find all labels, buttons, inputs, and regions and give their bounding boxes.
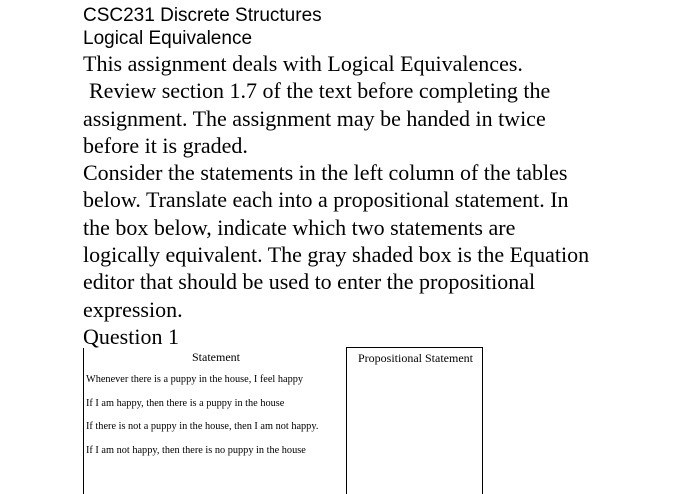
intro-line: before it is graded. bbox=[83, 132, 248, 158]
statement-cell: If there is not a puppy in the house, then I am not happy. bbox=[84, 415, 347, 439]
instructions-line: editor that should be used to enter the propositional bbox=[83, 269, 536, 295]
table-header-row bbox=[84, 348, 483, 369]
propositional-answer-cell[interactable] bbox=[347, 439, 483, 463]
statement-cell bbox=[84, 462, 347, 494]
question-title: Question 1 bbox=[83, 323, 179, 349]
table-row bbox=[84, 368, 483, 392]
statement-cell: If I am not happy, then there is no puppy in the house bbox=[84, 439, 347, 463]
propositional-answer-cell[interactable] bbox=[347, 462, 483, 494]
statements-table bbox=[83, 347, 483, 494]
statement-column-header: Statement bbox=[84, 348, 347, 369]
propositional-column-header: Propositional Statement bbox=[347, 348, 483, 369]
topic-title: Logical Equivalence bbox=[83, 28, 253, 49]
intro-line: This assignment deals with Logical Equivalences. bbox=[83, 51, 523, 76]
table-row bbox=[84, 392, 483, 416]
propositional-answer-cell[interactable] bbox=[347, 368, 483, 392]
statement-cell: If I am happy, then there is a puppy in the house bbox=[84, 392, 347, 416]
instructions-line: the box below, indicate which two statements are bbox=[83, 214, 516, 240]
intro-line: assignment. The assignment may be handed in twice bbox=[83, 105, 546, 131]
assignment-page bbox=[83, 4, 693, 350]
instructions-line: logically equivalent. The gray shaded box is the Equation bbox=[83, 242, 590, 268]
propositional-answer-cell[interactable] bbox=[347, 392, 483, 416]
instructions-paragraph bbox=[83, 159, 693, 323]
instructions-line: expression. bbox=[83, 296, 183, 322]
table-row bbox=[84, 439, 483, 463]
instructions-line: Consider the statements in the left column of the tables bbox=[83, 160, 568, 186]
intro-line: Review section 1.7 of the text before completing the bbox=[89, 78, 551, 104]
intro-paragraph bbox=[83, 50, 693, 159]
statement-cell: Whenever there is a puppy in the house, I feel happy bbox=[84, 368, 347, 392]
table-row bbox=[84, 462, 483, 494]
course-title: CSC231 Discrete Structures bbox=[83, 5, 322, 26]
instructions-line: below. Translate each into a propositional statement. In bbox=[83, 187, 569, 213]
table-row bbox=[84, 415, 483, 439]
propositional-answer-cell[interactable] bbox=[347, 415, 483, 439]
